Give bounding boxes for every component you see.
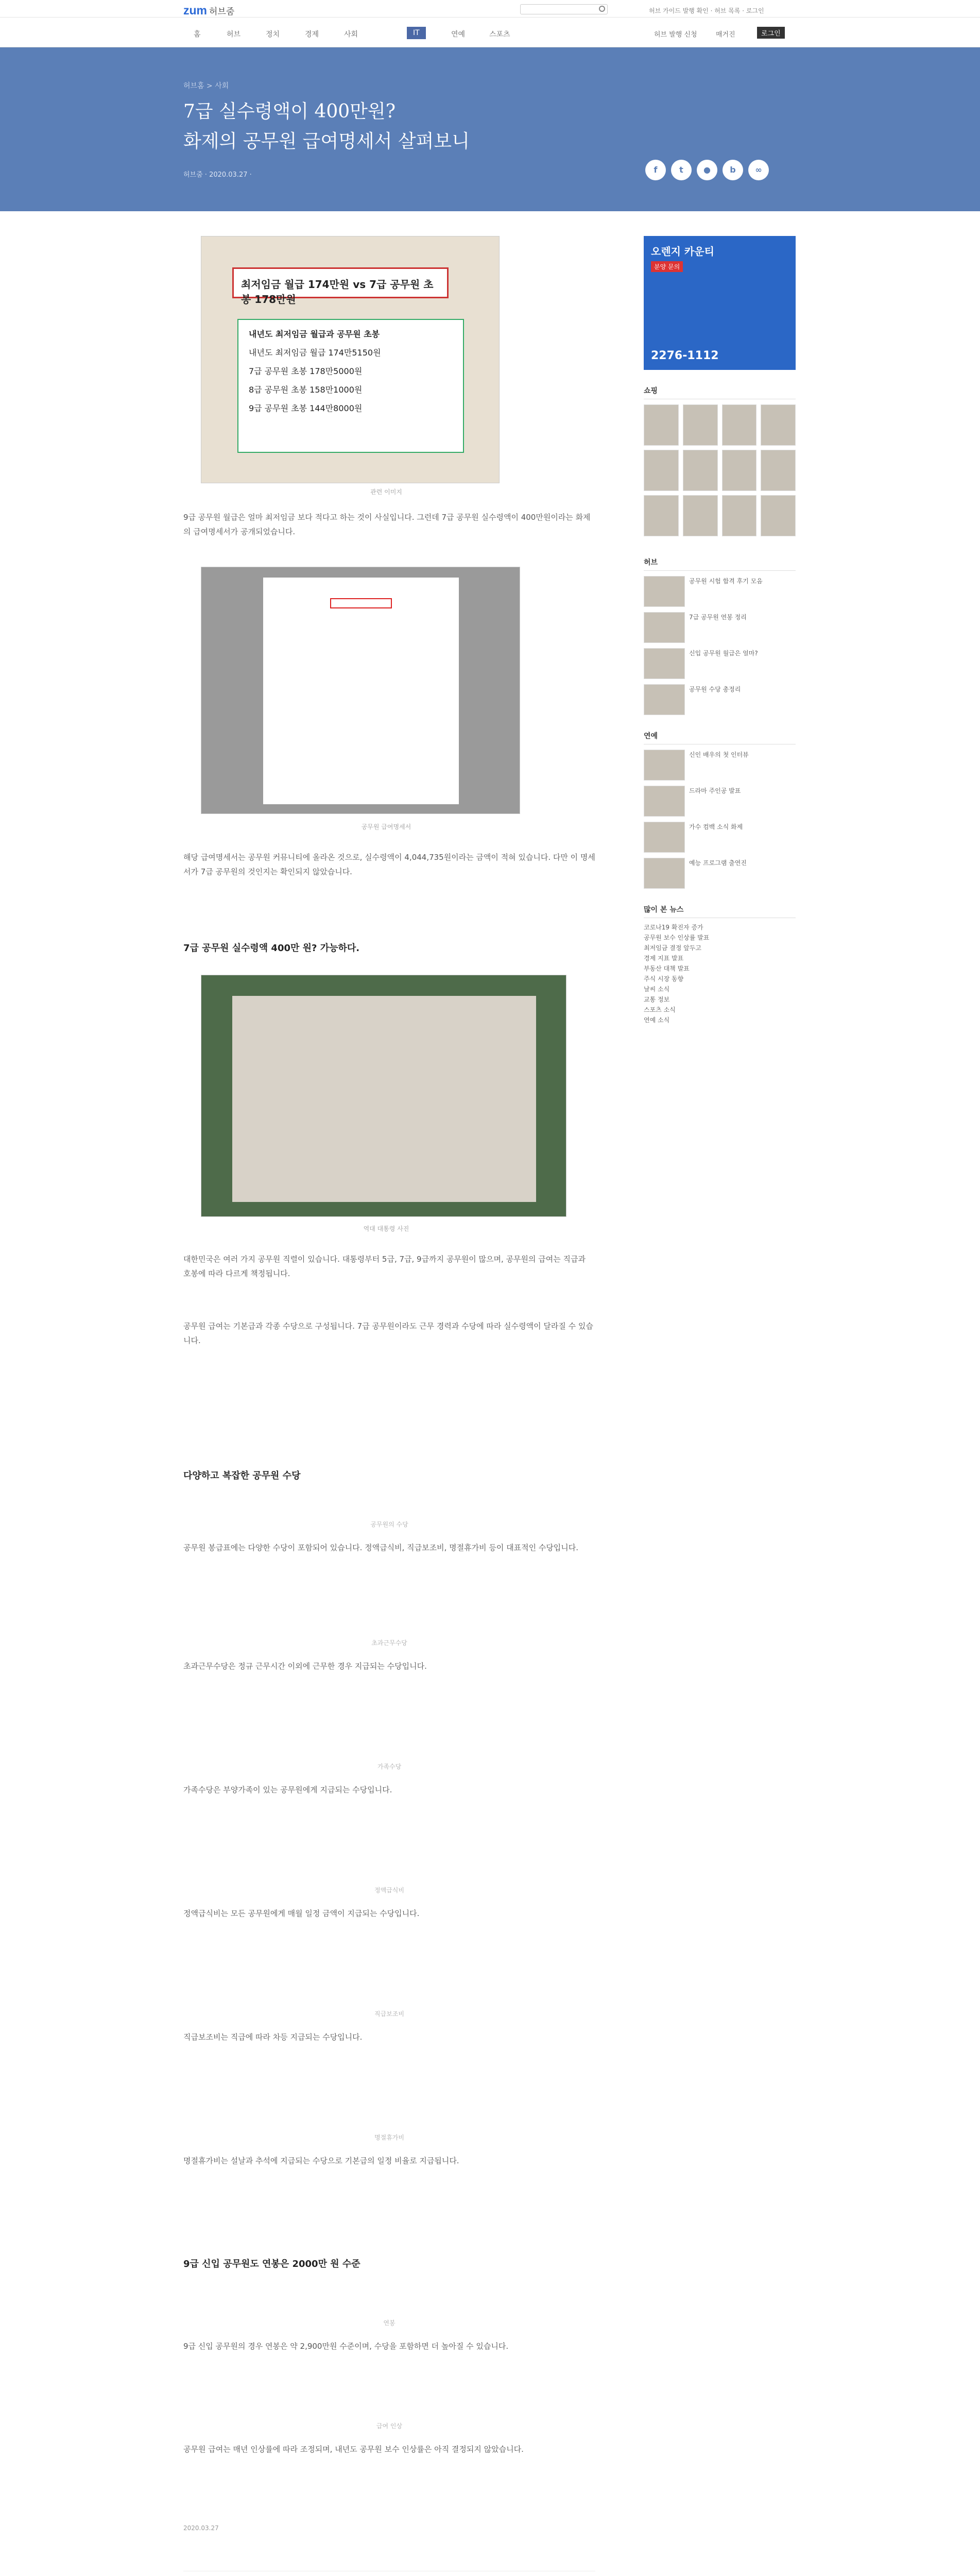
facebook-icon[interactable]: f <box>645 160 666 180</box>
nav-hub-apply[interactable]: 허브 발행 신청 <box>654 31 697 39</box>
shopping-item[interactable] <box>683 404 718 446</box>
ad-title: 오렌지 카운티 <box>651 245 714 258</box>
news-item[interactable]: 최저임금 결정 앞두고 <box>644 944 701 952</box>
sub-heading: 가족수당 <box>377 1763 402 1770</box>
nav-item-economy[interactable]: 경제 <box>305 30 319 39</box>
nav-item-it[interactable]: IT <box>407 27 426 39</box>
hub-item[interactable] <box>644 684 796 715</box>
entertainment-thumb <box>644 822 685 853</box>
nav-item-sports[interactable]: 스포츠 <box>489 30 510 39</box>
top-bar <box>0 0 980 18</box>
twitter-icon[interactable]: t <box>671 160 692 180</box>
sub-heading: 초과근무수당 <box>371 1639 407 1647</box>
sub-heading: 정액급식비 <box>374 1887 404 1894</box>
article-paragraph: 해당 급여명세서는 공무원 커뮤니티에 올라온 것으로, 실수령액이 4,044,735원이라는 금액이 적혀 있습니다. 다만 이 명세서가 7급 공무원의 것인지는 확인되지 않았습니다. <box>183 853 595 876</box>
sidebar-section-title: 많이 본 뉴스 <box>644 904 796 918</box>
title-line-2: 화제의 공무원 급여명세서 살펴보니 <box>183 131 470 152</box>
nav-login[interactable]: 로그인 <box>757 27 785 39</box>
news-item[interactable]: 스포츠 소식 <box>644 1006 676 1013</box>
logo[interactable]: zum 허브줌 <box>183 4 235 17</box>
news-item[interactable]: 날씨 소식 <box>644 986 670 993</box>
article-banner <box>0 47 980 211</box>
ad-sub: 분양 문의 <box>651 261 683 272</box>
sub-heading: 연봉 <box>383 2319 396 2327</box>
news-item[interactable]: 부동산 대책 발표 <box>644 965 690 972</box>
shopping-item[interactable] <box>722 495 757 536</box>
nav-item-politics[interactable]: 정치 <box>266 30 280 39</box>
entertainment-item-title: 드라마 주인공 발표 <box>689 787 741 794</box>
image-table-title: 내년도 최저임금 월급과 공무원 초봉 <box>249 329 380 339</box>
image-caption-1: 관련 이미지 <box>370 488 402 496</box>
image-table <box>237 319 464 453</box>
nav-item-society[interactable]: 사회 <box>344 30 358 39</box>
article-paragraph: 초과근무수당은 정규 근무시간 이외에 근무한 경우 지급되는 수당입니다. <box>183 1662 427 1671</box>
image-table-row: 7급 공무원 초봉 178만5000원 <box>249 366 363 376</box>
sub-heading: 직급보조비 <box>374 2010 404 2018</box>
entertainment-thumb <box>644 750 685 781</box>
article-paragraph: 직급보조비는 직급에 따라 차등 지급되는 수당입니다. <box>183 2032 363 2042</box>
shopping-item[interactable] <box>761 404 796 446</box>
section-heading: 다양하고 복잡한 공무원 수당 <box>183 1470 301 1481</box>
article-paragraph: 공무원 봉급표에는 다양한 수당이 포함되어 있습니다. 정액급식비, 직급보조비, 명절휴가비 등이 대표적인 수당입니다. <box>183 1543 579 1552</box>
hub-item-title: 공무원 시험 합격 후기 모음 <box>689 578 763 585</box>
image-caption-2: 공무원 급여명세서 <box>361 823 411 831</box>
image-table-row: 내년도 최저임금 월급 174만5150원 <box>249 348 381 358</box>
hub-list <box>644 576 796 715</box>
sub-heading: 명절휴가비 <box>374 2134 404 2141</box>
hub-thumb <box>644 648 685 679</box>
hub-item-title: 신입 공무원 월급은 얼마? <box>689 650 758 657</box>
article-paragraph: 공무원 급여는 기본급과 각종 수당으로 구성됩니다. 7급 공무원이라도 근무 경력과 수당에 따라 실수령액이 달라질 수 있습니다. <box>183 1321 593 1345</box>
shopping-item[interactable] <box>644 495 679 536</box>
shopping-item[interactable] <box>722 404 757 446</box>
sidebar-ad[interactable] <box>644 236 796 370</box>
hub-item-title: 7급 공무원 연봉 정리 <box>689 614 747 621</box>
nav-item-entertainment[interactable]: 연예 <box>451 30 466 39</box>
kakaostory-icon[interactable]: ● <box>697 160 717 180</box>
news-item[interactable]: 코로나19 확진자 증가 <box>644 924 703 931</box>
image-headline: 최저임금 월급 174만원 vs 7급 공무원 초봉 178만원 <box>232 267 449 298</box>
search-input[interactable] <box>520 4 608 14</box>
article-paragraph: 대한민국은 여러 가지 공무원 직렬이 있습니다. 대통령부터 5급, 7급, 9급까지 공무원이 많으며, 공무원의 급여는 직급과 호봉에 따라 다르게 책정됩니다. <box>183 1255 586 1278</box>
article-paragraph: 명절휴가비는 설날과 추석에 지급되는 수당으로 기본급의 일정 비율로 지급됩니다. <box>183 2156 459 2165</box>
hub-item-title: 공무원 수당 총정리 <box>689 686 741 693</box>
article-paragraph: 가족수당은 부양가족이 있는 공무원에게 지급되는 수당입니다. <box>183 1785 392 1794</box>
shopping-item[interactable] <box>644 404 679 446</box>
shopping-item[interactable] <box>722 450 757 491</box>
article-image-1 <box>201 236 500 483</box>
sidebar-section-title: 연예 <box>644 731 796 744</box>
page-title <box>183 97 678 157</box>
pay-slip <box>263 578 459 804</box>
sub-heading: 급여 인상 <box>376 2422 403 2430</box>
hub-item[interactable] <box>644 576 796 607</box>
entertainment-thumb <box>644 786 685 817</box>
section-heading: 7급 공무원 실수령액 400만 원? 가능하다. <box>183 943 360 954</box>
entertainment-list <box>644 750 796 889</box>
news-item[interactable]: 연예 소식 <box>644 1016 670 1024</box>
shopping-item[interactable] <box>683 450 718 491</box>
hub-thumb <box>644 684 685 715</box>
nav-item-home[interactable]: 홈 <box>194 30 201 39</box>
entertainment-item[interactable] <box>644 750 796 781</box>
article-image-3 <box>201 975 566 1217</box>
article-paragraph: 9급 신입 공무원의 경우 연봉은 약 2,900만원 수준이며, 수당을 포함하면 더 높아질 수 있습니다. <box>183 2342 509 2351</box>
presidents-board <box>232 996 536 1202</box>
nav-item-hub[interactable]: 허브 <box>227 30 241 39</box>
article-paragraph: 정액급식비는 모든 공무원에게 매월 일정 금액이 지급되는 수당입니다. <box>183 1909 420 1918</box>
shopping-item[interactable] <box>761 450 796 491</box>
band-icon[interactable]: b <box>723 160 743 180</box>
hub-item[interactable] <box>644 612 796 643</box>
sub-heading: 공무원의 수당 <box>370 1521 408 1528</box>
section-heading: 9급 신입 공무원도 연봉은 2000만 원 수준 <box>183 2259 360 2269</box>
entertainment-item[interactable] <box>644 822 796 853</box>
sidebar-section-title: 허브 <box>644 557 796 571</box>
news-item[interactable]: 교통 정보 <box>644 996 670 1003</box>
article-date: 2020.03.27 <box>183 2524 219 2532</box>
entertainment-item-title: 예능 프로그램 출연진 <box>689 859 747 867</box>
hub-item[interactable] <box>644 648 796 679</box>
news-item[interactable]: 주식 시장 동향 <box>644 975 684 982</box>
ad-phone: 2276-1112 <box>651 349 719 362</box>
shopping-item[interactable] <box>761 495 796 536</box>
hub-thumb <box>644 612 685 643</box>
title-line-1: 7급 실수령액이 400만원? <box>183 101 396 122</box>
image-table-row: 8급 공무원 초봉 158만1000원 <box>249 385 363 395</box>
search-icon[interactable] <box>599 6 605 12</box>
breadcrumb[interactable]: 허브홈 > 사회 <box>183 82 229 90</box>
bottom-share-bar <box>183 2571 595 2576</box>
shopping-grid <box>644 404 796 536</box>
article-paragraph: 공무원 급여는 매년 인상률에 따라 조정되며, 내년도 공무원 보수 인상률은 아직 결정되지 않았습니다. <box>183 2445 524 2454</box>
link-icon[interactable]: ∞ <box>748 160 769 180</box>
pay-slip-highlight <box>330 598 392 608</box>
shopping-item[interactable] <box>683 495 718 536</box>
sidebar-section-title: 쇼핑 <box>644 385 796 399</box>
article-meta: 허브줌 · 2020.03.27 · <box>183 171 252 179</box>
news-list <box>644 922 796 1025</box>
image-caption-3: 역대 대통령 사진 <box>363 1225 409 1232</box>
image-table-row: 9급 공무원 초봉 144만8000원 <box>249 403 363 413</box>
entertainment-thumb <box>644 858 685 889</box>
article-paragraph: 9급 공무원 월급은 얼마 최저임금 보다 적다고 하는 것이 사실입니다. 그런데 7급 공무원 실수령액이 400만원이라는 화제의 급여명세서가 공개되었습니다. <box>183 513 591 536</box>
hub-thumb <box>644 576 685 607</box>
entertainment-item-title: 신인 배우의 첫 인터뷰 <box>689 751 749 758</box>
news-item[interactable]: 경제 지표 발표 <box>644 955 684 962</box>
sidebar <box>644 236 796 1025</box>
entertainment-item[interactable] <box>644 858 796 889</box>
entertainment-item-title: 가수 컴백 소식 화제 <box>689 823 743 831</box>
shopping-item[interactable] <box>644 450 679 491</box>
entertainment-item[interactable] <box>644 786 796 817</box>
main-nav <box>0 18 980 47</box>
news-item[interactable]: 공무원 보수 인상률 발표 <box>644 934 710 941</box>
article-image-2 <box>201 567 520 814</box>
top-links[interactable]: 허브 가이드 발행 확인 · 허브 목록 · 로그인 <box>649 7 764 14</box>
nav-magazine[interactable]: 매거진 <box>716 31 735 39</box>
